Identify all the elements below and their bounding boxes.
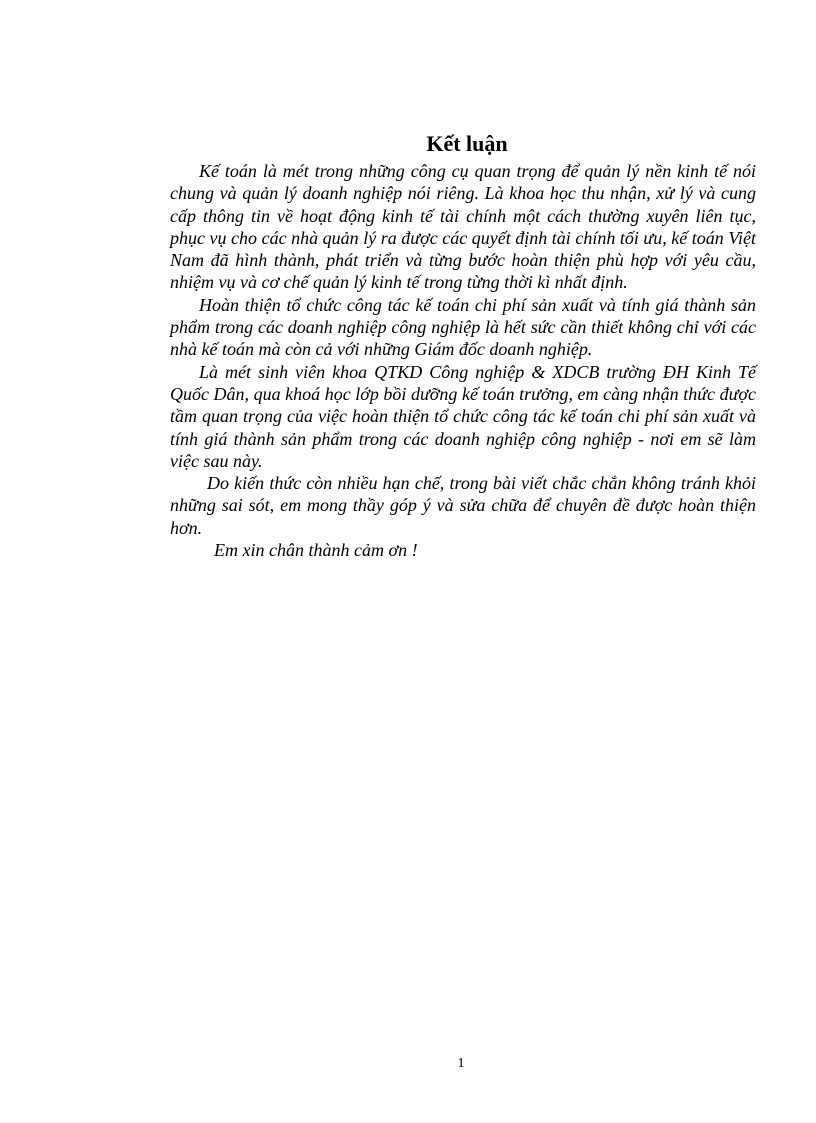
paragraph-limitations: Do kiến thức còn nhiều hạn chế, trong bài viết chắc chắn không tránh khỏi những sai sót, em mong thầy góp ý và sửa chữa để chuyên đề được hoàn thiện hơn.	[170, 473, 756, 538]
paragraph-intro: Kế toán là mét trong những công cụ quan trọng để quản lý nền kinh tế nói chung và quản lý doanh nghiệp nói riêng. Là khoa học thu nhận, xử lý và cung cấp thông tin về hoạt động kinh tế tài chính một cách thường xuyên liên tục, phục vụ cho các nhà quản lý ra được các quyết định tài chính tối ưu, kế toán Việt Nam đã hình thành, phát triển và từng bước hoàn thiện phù hợp với yêu cầu, nhiệm vụ và cơ chế quản lý kinh tế trong từng thời kì nhất định.	[170, 161, 756, 293]
closing-thanks: Em xin chân thành cảm ơn !	[214, 540, 418, 561]
document-body	[170, 160, 756, 561]
page-number: 1	[457, 1056, 465, 1071]
page-title: Kết luận	[426, 131, 508, 156]
paragraph-student: Là mét sinh viên khoa QTKD Công nghiệp & XDCB trường ĐH Kinh Tế Quốc Dân, qua khoá học lớp bồi dưỡng kế toán trưởng, em càng nhận thức được tầm quan trọng của việc hoàn thiện tổ chức công tác kế toán chi phí sản xuất và tính giá thành sản phẩm trong các doanh nghiệp công nghiệp - nơi em sẽ làm việc sau này.	[170, 361, 756, 471]
paragraph-improvement: Hoàn thiện tổ chức công tác kế toán chi phí sản xuất và tính giá thành sản phẩm trong các doanh nghiệp công nghiệp là hết sức cần thiết không chỉ với các nhà kế toán mà còn cả với những Giám đốc doanh nghiệp.	[170, 294, 756, 360]
